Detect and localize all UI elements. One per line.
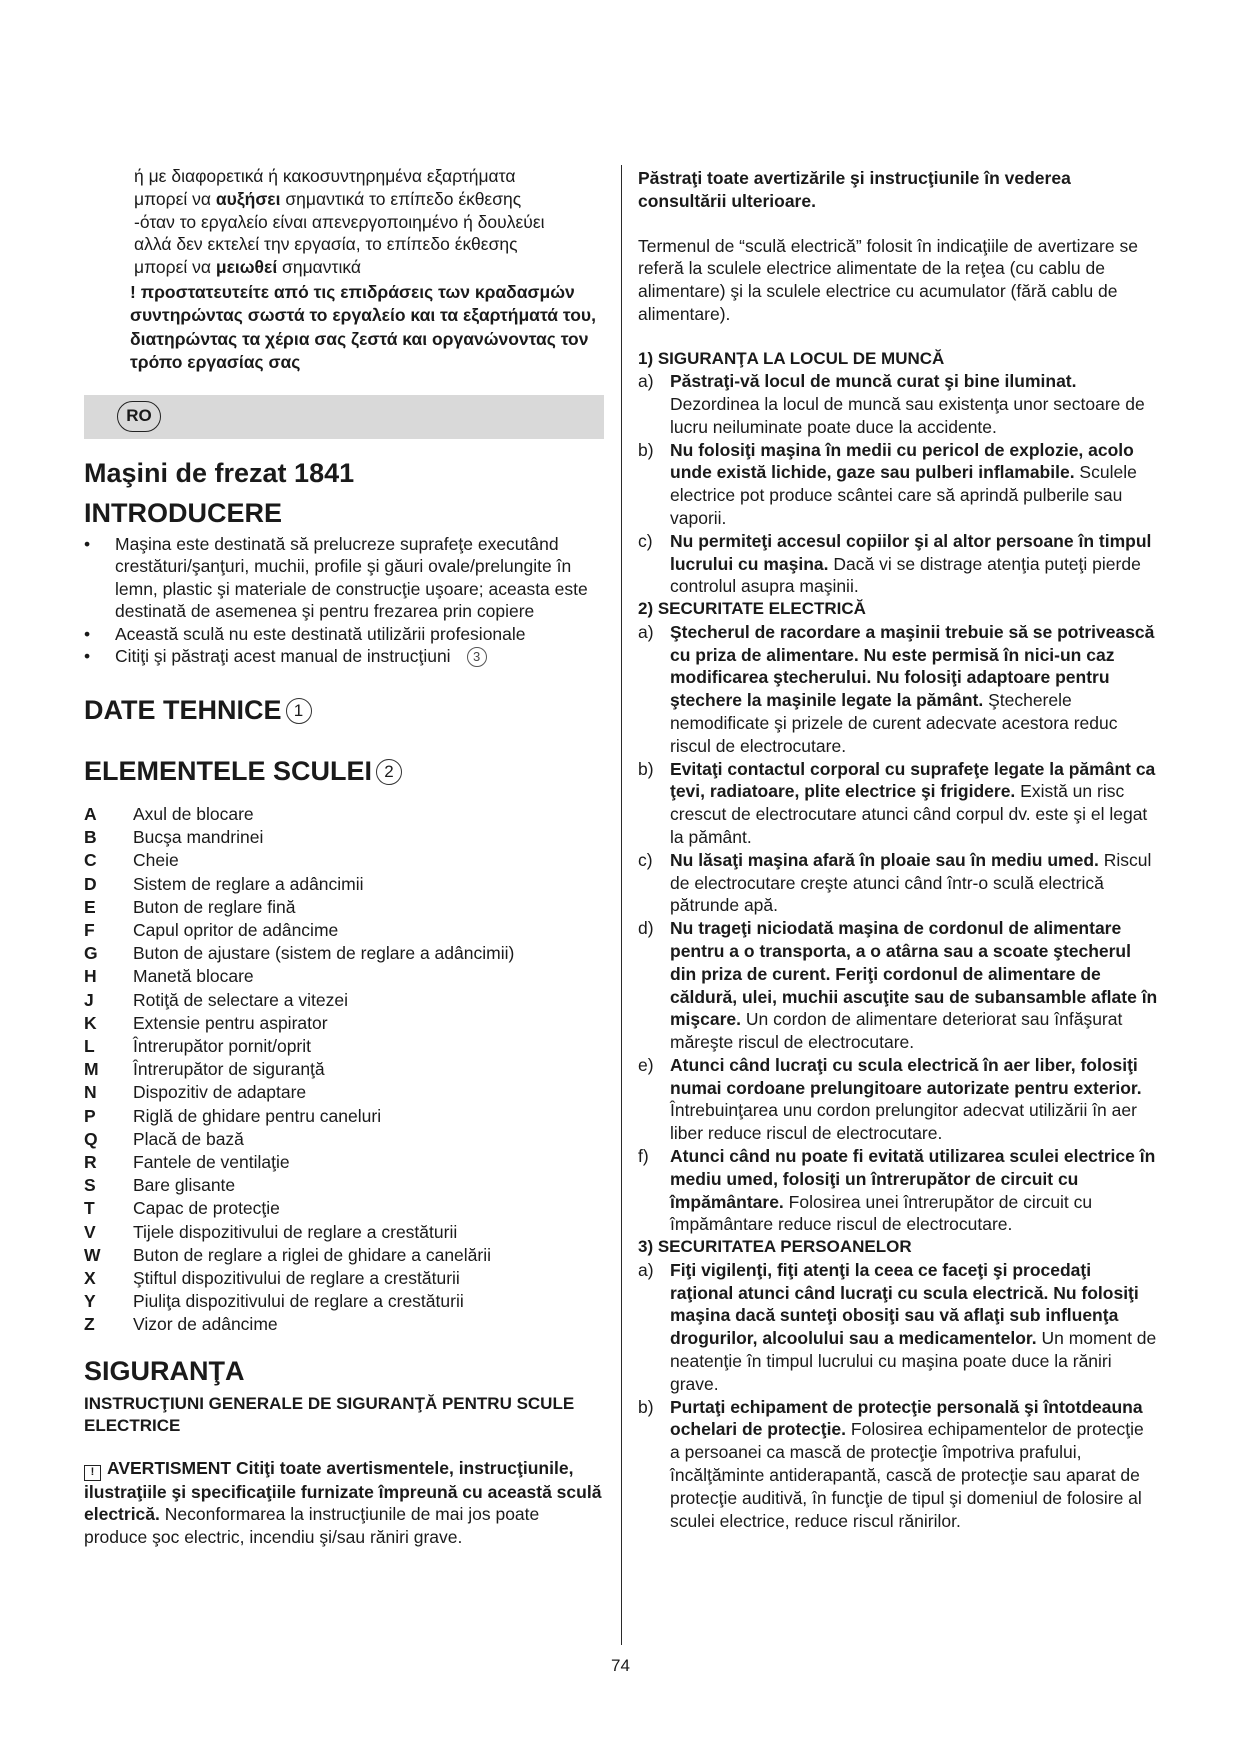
element-label: Bucşa mandrinei — [133, 827, 264, 848]
element-row — [84, 1012, 604, 1035]
element-key: G — [84, 943, 98, 964]
element-key: D — [84, 873, 97, 894]
element-row — [84, 919, 604, 942]
element-key: Y — [84, 1291, 96, 1312]
element-label: Vizor de adâncime — [133, 1314, 278, 1335]
safety-item: d) Nu trageţi niciodată maşina de cordonul de alimentare pentru a o transporta, a o atârna sau a scoate ştecherul din priza de curent. Feriţi cordonul de alimentare de căldură, ulei, muchii ascuţite sau de subansamble aflate în mişcare. Un cordon de alimentare deteriorat sau înfăşurat măreşte riscul de electrocutare. — [638, 918, 1158, 1053]
element-row — [84, 1174, 604, 1197]
element-key: N — [84, 1082, 97, 1103]
section-title: 1) SIGURANŢA LA LOCUL DE MUNCĂ — [638, 348, 945, 368]
element-row — [84, 1035, 604, 1058]
safety-item: b) Nu folosiţi maşina în medii cu pericol de explozie, acolo unde există lichide, gaze sau pulberi inflamabile. Sculele electrice pot produce scântei care să aprindă pulberile sau vaporii. — [638, 439, 1137, 529]
element-label: Capul opritor de adâncime — [133, 920, 339, 940]
element-label: Bare glisante — [133, 1175, 236, 1196]
element-key: P — [84, 1105, 96, 1126]
keep-instructions: Păstraţi toate avertizările şi instrucţiunile în vederea consultării ulterioare. — [638, 168, 1071, 211]
safety-item: a) Păstraţi-vă locul de muncă curat şi bine iluminat. Dezordinea la locul de muncă sau existenţa unor sectoare de lucru neiluminate poate duce la accidente. — [638, 371, 1145, 437]
intro-heading: INTRODUCERE — [84, 497, 283, 528]
warning-icon: ! — [84, 1465, 101, 1481]
greek-line: -όταν το εργαλείο είναι απενεργοποιημένο ή δουλεύει — [134, 211, 545, 232]
section-title: 2) SECURITATE ELECTRICĂ — [638, 599, 866, 619]
greek-line: μπορεί να αυξήσει σημαντικά το επίπεδο έκθεσης — [134, 188, 522, 209]
element-key: F — [84, 920, 95, 940]
element-key: Z — [84, 1314, 95, 1335]
safety-item: f) Atunci când nu poate fi evitată utilizarea sculei electrice în mediu umed, folosiţi un întrerupător de circuit cu împământare. Folosirea unei întrerupător de circuit cu împământare reduce riscul de electrocutare. — [638, 1146, 1156, 1235]
safety-warning: ! AVERTISMENT Citiţi toate avertismentele, instrucţiunile, ilustraţiile şi specificaţiile furnizate împreună cu această sculă electrică. Neconformarea la instrucţiunile de mai jos poate produce şoc electric, incendiu şi/sau răniri grave. — [84, 1457, 602, 1548]
section-title: 3) SECURITATEA PERSOANELOR — [638, 1237, 912, 1257]
tool-elements-list — [84, 803, 604, 1337]
product-title: Maşini de frezat 1841 — [84, 457, 355, 488]
page-number: 74 — [611, 1656, 630, 1675]
element-label: Capac de protecţie — [133, 1198, 280, 1219]
list-item: • Maşina este destinată să prelucreze suprafeţe executând crestături/şanţuri, muchii, profile şi găuri ovale/prelungite în lemn, plastic şi materiale de construcţie uşoare; aceasta este destinată de asemenea şi pentru frezarea prin copiere — [84, 533, 604, 623]
safety-sections — [638, 348, 1158, 1533]
element-row — [84, 942, 604, 965]
element-row — [84, 1151, 604, 1174]
element-key: R — [84, 1152, 97, 1173]
element-label: Dispozitiv de adaptare — [133, 1082, 307, 1103]
element-row — [84, 1244, 604, 1267]
element-row — [84, 803, 604, 826]
figure-ref-3: 3 — [467, 647, 487, 667]
safety-item: a) Ştecherul de racordare a maşinii trebuie să se potrivească cu priza de alimentare. Nu este permisă în nici-un caz modificarea ştecherului. Nu folosiţi adaptoare pentru ştechere la maşinile legate la pământ. Ştecherele nemodificate şi prizele de curent adecvate acestora reduc riscul de electrocutare. — [638, 621, 1155, 756]
element-label: Placă de bază — [133, 1128, 244, 1149]
element-label: Buton de reglare a riglei de ghidare a canelării — [133, 1244, 492, 1265]
safety-item: a) Fiţi vigilenţi, fiţi atenţi la ceea ce faceţi şi procedaţi raţional atunci când lucraţi cu scula electrică. Nu folosiţi maşina dacă sunteţi obosiţi sau vă aflaţi sub influenţa drogurilor, alcoolului sau a medicamentelor. Un moment de neatenţie în timpul lucrului cu maşina poate duce la răniri grave. — [638, 1259, 1157, 1394]
language-band — [84, 395, 604, 439]
tool-elements-heading: ELEMENTELE SCULEI 2 — [84, 753, 604, 789]
intro-bullets — [84, 533, 604, 668]
language-badge: RO — [117, 401, 161, 432]
element-key: Q — [84, 1128, 98, 1149]
element-label: Cheie — [133, 850, 179, 871]
element-row — [84, 826, 604, 849]
element-row — [84, 1105, 604, 1128]
element-key: J — [84, 989, 94, 1010]
safety-item: c) Nu permiteţi accesul copiilor şi al altor persoane în timpul lucrului cu maşina. Dacă vi se distrage atenţia puteţi pierde controlul asupra maşinii. — [638, 530, 1152, 597]
element-row — [84, 896, 604, 919]
element-key: M — [84, 1059, 99, 1080]
element-key: X — [84, 1268, 96, 1289]
safety-item: b) Evitaţi contactul corporal cu suprafeţe legate la pământ ca ţevi, radiatoare, plite electrice şi frigidere. Există un risc crescut de electrocutare atunci când corpul dv. este şi el legat la pământ. — [638, 758, 1156, 847]
element-key: H — [84, 966, 97, 987]
safety-heading: SIGURANŢA — [84, 1355, 245, 1386]
element-key: W — [84, 1244, 101, 1265]
safety-item: c) Nu lăsaţi maşina afară în ploaie sau în mediu umed. Riscul de electrocutare creşte atunci când într-o sculă electrică pătrunde apă. — [638, 849, 1152, 916]
element-key: C — [84, 850, 97, 871]
safety-item: b) Purtaţi echipament de protecţie personală şi întotdeauna ochelari de protecţie. Folosirea echipamentelor de protecţie a persoanei ca mască de protecţie împotriva prafului, încălţăminte antiderapantă, cască de protecţie sau aparat de protecţie auditivă, în funcţie de tipul şi domeniul de folosire al sculei electrice, reduce riscul rănirilor. — [638, 1396, 1144, 1531]
element-label: Întrerupător de siguranţă — [133, 1059, 325, 1080]
safety-item: e) Atunci când lucraţi cu scula electrică în aer liber, folosiţi numai cordoane prelungitoare autorizate pentru exterior. Întrebuinţarea unu cordon prelungitor adecvat utilizării în aer liber reduce riscul de electrocutare. — [638, 1054, 1142, 1144]
element-label: Extensie pentru aspirator — [133, 1012, 328, 1033]
greek-line: αλλά δεν εκτελεί την εργασία, το επίπεδο έκθεσης — [134, 234, 518, 255]
element-row — [84, 1128, 604, 1151]
term-definition: Termenul de “sculă electrică” folosit în indicaţiile de avertizare se referă la sculele electrice alimentate de la reţea (cu cablu de alimentare) şi la sculele electrice cu acumulator (fără cablu de alimentare). — [638, 235, 1138, 324]
element-row — [84, 849, 604, 872]
element-key: T — [84, 1198, 95, 1219]
element-row — [84, 1290, 604, 1313]
element-row — [84, 989, 604, 1012]
element-label: Axul de blocare — [133, 803, 254, 824]
element-row — [84, 1221, 604, 1244]
element-key: S — [84, 1175, 96, 1196]
element-label: Manetă blocare — [133, 966, 254, 987]
element-label: Buton de reglare fină — [133, 896, 296, 917]
element-label: Sistem de reglare a adâncimii — [133, 873, 364, 894]
greek-vibration-warning: ! προστατευτείτε από τις επιδράσεις των κραδασμών συντηρώντας σωστά το εργαλείο και τα εξαρτήματά του, διατηρώντας τα χέρια σας ζεστά και οργανώνοντας τον τρόπο εργασίας σας — [130, 281, 596, 373]
greek-line: ή με διαφορετικά ή κακοσυντηρημένα εξαρτήματα — [134, 166, 516, 186]
safety-subheading: INSTRUCŢIUNI GENERALE DE SIGURANŢĂ PENTRU SCULE ELECTRICE — [84, 1393, 575, 1435]
list-item: • Citiţi şi păstraţi acest manual de instrucţiuni 3 — [84, 645, 604, 668]
column-divider — [621, 165, 622, 1645]
figure-ref-2: 2 — [376, 759, 402, 785]
left-column — [84, 165, 604, 1549]
element-label: Tijele dispozitivului de reglare a crestăturii — [133, 1221, 458, 1242]
element-key: L — [84, 1036, 95, 1057]
element-label: Rotiţă de selectare a vitezei — [133, 989, 348, 1010]
list-item: • Această sculă nu este destinată utilizării profesionale — [84, 623, 604, 646]
element-row — [84, 1313, 604, 1336]
element-label: Buton de ajustare (sistem de reglare a adâncimii) — [133, 943, 515, 964]
element-key: V — [84, 1221, 96, 1242]
element-label: Fantele de ventilaţie — [133, 1152, 290, 1173]
element-row — [84, 1058, 604, 1081]
element-key: E — [84, 896, 96, 917]
element-key: A — [84, 803, 97, 824]
element-row — [84, 1267, 604, 1290]
figure-ref-1: 1 — [286, 698, 312, 724]
element-label: Ştiftul dispozitivului de reglare a crestăturii — [133, 1268, 460, 1289]
element-key: B — [84, 827, 97, 848]
element-label: Întrerupător pornit/oprit — [133, 1036, 312, 1057]
element-row — [84, 965, 604, 988]
tech-data-heading: DATE TEHNICE 1 — [84, 692, 604, 728]
element-label: Piuliţa dispozitivului de reglare a crestăturii — [133, 1291, 464, 1312]
greek-line: μπορεί να μειωθεί σημαντικά — [134, 257, 361, 278]
element-row — [84, 1197, 604, 1220]
element-row — [84, 1081, 604, 1104]
greek-paragraph — [134, 165, 604, 279]
element-row — [84, 873, 604, 896]
element-label: Riglă de ghidare pentru caneluri — [133, 1105, 382, 1126]
right-column — [638, 167, 1158, 1532]
element-key: K — [84, 1012, 97, 1033]
